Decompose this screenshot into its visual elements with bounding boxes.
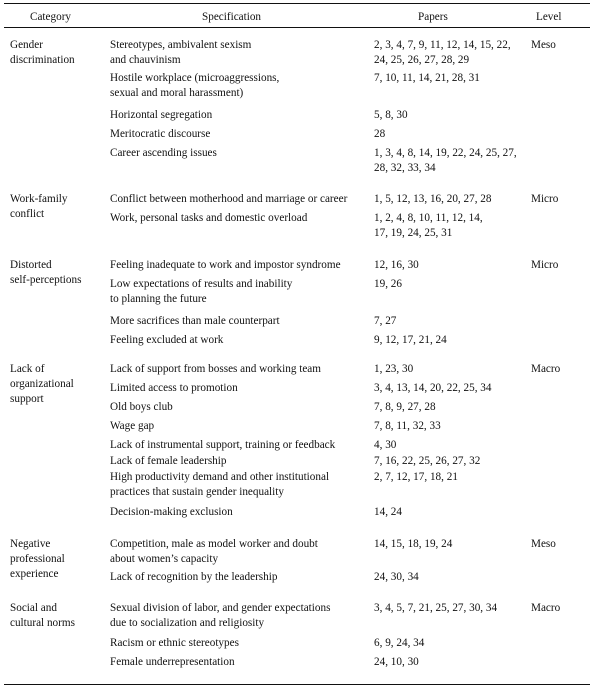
papers-cell [374, 211, 483, 241]
specification-cell-line: and chauvinism [110, 54, 181, 66]
specification-cell-line: Old boys club [110, 401, 173, 413]
specification-cell-line: Low expectations of results and inability [110, 278, 293, 290]
specification-cell-line: Work, personal tasks and domestic overload [110, 212, 308, 224]
papers-cell [374, 381, 491, 396]
papers-cell [374, 537, 452, 552]
specification-cell-line: Feeling inadequate to work and impostor syndrome [110, 259, 341, 271]
specification-cell [110, 636, 239, 651]
papers-cell [374, 362, 413, 377]
papers-cell-line: 2, 3, 4, 7, 9, 11, 12, 14, 15, 22, [374, 39, 511, 51]
papers-cell-line: 14, 24 [374, 506, 402, 518]
papers-cell-line: 9, 12, 17, 21, 24 [374, 334, 447, 346]
specification-cell-line: Racism or ethnic stereotypes [110, 637, 239, 649]
papers-cell-line: 14, 15, 18, 19, 24 [374, 538, 453, 550]
papers-cell [374, 146, 517, 176]
category-cell-line: experience [10, 568, 59, 580]
category-cell-line: Negative [10, 538, 51, 550]
category-cell-line: support [10, 393, 44, 405]
specification-cell-line: Conflict between motherhood and marriage or career [110, 193, 348, 205]
papers-cell [374, 192, 491, 207]
specification-cell [110, 108, 212, 123]
category-cell-line: discrimination [10, 54, 75, 66]
papers-cell-line: 1, 3, 4, 8, 14, 19, 22, 24, 25, 27, [374, 147, 517, 159]
category-cell-line: self-perceptions [10, 274, 82, 286]
specification-cell [110, 146, 217, 161]
specification-cell [110, 438, 335, 453]
specification-cell-line: Horizontal segregation [110, 109, 213, 121]
papers-cell [374, 470, 458, 485]
papers-cell-line: 12, 16, 30 [374, 259, 419, 271]
papers-cell-line: 1, 23, 30 [374, 363, 414, 375]
papers-cell-line: 17, 19, 24, 25, 31 [374, 227, 453, 239]
category-cell [10, 192, 68, 222]
specification-cell-line: Competition, male as model worker and doubt [110, 538, 318, 550]
specification-cell-line: about women’s capacity [110, 553, 219, 565]
specification-cell [110, 258, 341, 273]
papers-cell-line: 28, 32, 33, 34 [374, 162, 436, 174]
category-cell-line: Work-family [10, 193, 68, 205]
level-cell: Macro [531, 363, 561, 375]
level-cell: Meso [531, 538, 556, 550]
category-cell-line: conflict [10, 208, 45, 220]
header-papers: Papers [418, 11, 448, 23]
papers-cell-line: 24, 25, 26, 27, 28, 29 [374, 54, 470, 66]
specification-cell-line: Hostile workplace (microaggressions, [110, 72, 280, 84]
papers-cell-line: 4, 30 [374, 439, 397, 451]
papers-cell-line: 24, 10, 30 [374, 656, 419, 668]
specification-cell-line: Sexual division of labor, and gender expectations [110, 602, 331, 614]
specification-cell [110, 314, 280, 329]
category-cell-line: organizational [10, 378, 74, 390]
specification-cell-line: due to socialization and religiosity [110, 617, 265, 629]
papers-cell-line: 3, 4, 5, 7, 21, 25, 27, 30, 34 [374, 602, 498, 614]
specification-cell [110, 333, 223, 348]
header-rule [4, 27, 590, 28]
papers-cell [374, 655, 419, 670]
specification-cell [110, 362, 321, 377]
top-rule [4, 3, 590, 4]
papers-cell-line: 2, 7, 12, 17, 18, 21 [374, 471, 458, 483]
papers-cell-line: 19, 26 [374, 278, 402, 290]
papers-cell [374, 601, 497, 616]
specification-cell [110, 537, 318, 567]
level-cell: Micro [531, 259, 559, 271]
papers-cell [374, 333, 447, 348]
bottom-rule [4, 684, 590, 685]
category-cell-line: professional [10, 553, 65, 565]
papers-cell [374, 454, 480, 469]
papers-cell [374, 400, 436, 415]
specification-cell [110, 400, 173, 415]
papers-cell-line: 7, 27 [374, 315, 397, 327]
category-cell-line: cultural norms [10, 617, 75, 629]
specification-cell-line: Lack of recognition by the leadership [110, 571, 278, 583]
specification-cell [110, 454, 226, 469]
papers-cell-line: 6, 9, 24, 34 [374, 637, 425, 649]
category-cell-line: Lack of [10, 363, 45, 375]
category-cell-line: Social and [10, 602, 57, 614]
specification-cell [110, 601, 330, 631]
category-cell [10, 537, 65, 582]
papers-cell-line: 7, 8, 11, 32, 33 [374, 420, 441, 432]
papers-cell [374, 570, 419, 585]
papers-cell [374, 108, 408, 123]
specification-cell-line: Lack of instrumental support, training or feedback [110, 439, 336, 451]
papers-cell-line: 7, 16, 22, 25, 26, 27, 32 [374, 455, 481, 467]
specification-cell-line: Meritocratic discourse [110, 128, 211, 140]
specification-cell-line: Decision-making exclusion [110, 506, 233, 518]
specification-cell-line: Wage gap [110, 420, 155, 432]
category-cell [10, 362, 74, 407]
specification-cell-line: More sacrifices than male counterpart [110, 315, 280, 327]
specification-cell-line: Stereotypes, ambivalent sexism [110, 39, 252, 51]
specification-cell-line: Limited access to promotion [110, 382, 238, 394]
specification-cell [110, 505, 233, 520]
specification-cell-line: Feeling excluded at work [110, 334, 224, 346]
header-level: Level [536, 11, 562, 23]
papers-cell [374, 258, 419, 273]
level-cell: Meso [531, 39, 556, 51]
papers-cell [374, 38, 511, 68]
papers-cell [374, 636, 424, 651]
papers-cell-line: 24, 30, 34 [374, 571, 419, 583]
header-category: Category [30, 11, 72, 23]
category-cell [10, 601, 75, 631]
specification-cell-line: Career ascending issues [110, 147, 217, 159]
specification-cell-line: Lack of female leadership [110, 455, 227, 467]
category-cell [10, 38, 75, 68]
specification-cell [110, 38, 251, 68]
category-cell-line: Distorted [10, 259, 52, 271]
header-specification: Specification [202, 11, 262, 23]
papers-cell-line: 3, 4, 13, 14, 20, 22, 25, 34 [374, 382, 492, 394]
specification-cell [110, 419, 154, 434]
specification-cell [110, 655, 235, 670]
specification-cell [110, 570, 277, 585]
category-cell [10, 258, 81, 288]
papers-cell-line: 28 [374, 128, 386, 140]
papers-cell-line: 1, 2, 4, 8, 10, 11, 12, 14, [374, 212, 483, 224]
specification-cell-line: to planning the future [110, 293, 207, 305]
level-cell: Macro [531, 602, 561, 614]
specification-cell-line: sexual and moral harassment) [110, 87, 244, 99]
papers-cell-line: 1, 5, 12, 13, 16, 20, 27, 28 [374, 193, 492, 205]
level-cell: Micro [531, 193, 559, 205]
papers-cell-line: 7, 8, 9, 27, 28 [374, 401, 436, 413]
papers-cell [374, 127, 385, 142]
specification-cell-line: High productivity demand and other institutional [110, 471, 330, 483]
category-cell-line: Gender [10, 39, 43, 51]
papers-cell [374, 505, 402, 520]
papers-cell-line: 7, 10, 11, 14, 21, 28, 31 [374, 72, 480, 84]
papers-cell [374, 438, 396, 453]
specification-cell-line: Lack of support from bosses and working team [110, 363, 321, 375]
specification-cell-line: practices that sustain gender inequality [110, 486, 284, 498]
specification-cell-line: Female underrepresentation [110, 656, 235, 668]
specification-cell [110, 381, 238, 396]
papers-cell [374, 314, 396, 329]
specification-cell [110, 71, 279, 101]
specification-cell [110, 277, 292, 307]
papers-cell [374, 71, 480, 86]
papers-cell [374, 277, 402, 292]
papers-cell [374, 419, 441, 434]
specification-cell [110, 211, 307, 226]
specification-cell [110, 470, 329, 500]
specification-cell [110, 127, 210, 142]
specification-cell [110, 192, 347, 207]
papers-cell-line: 5, 8, 30 [374, 109, 408, 121]
